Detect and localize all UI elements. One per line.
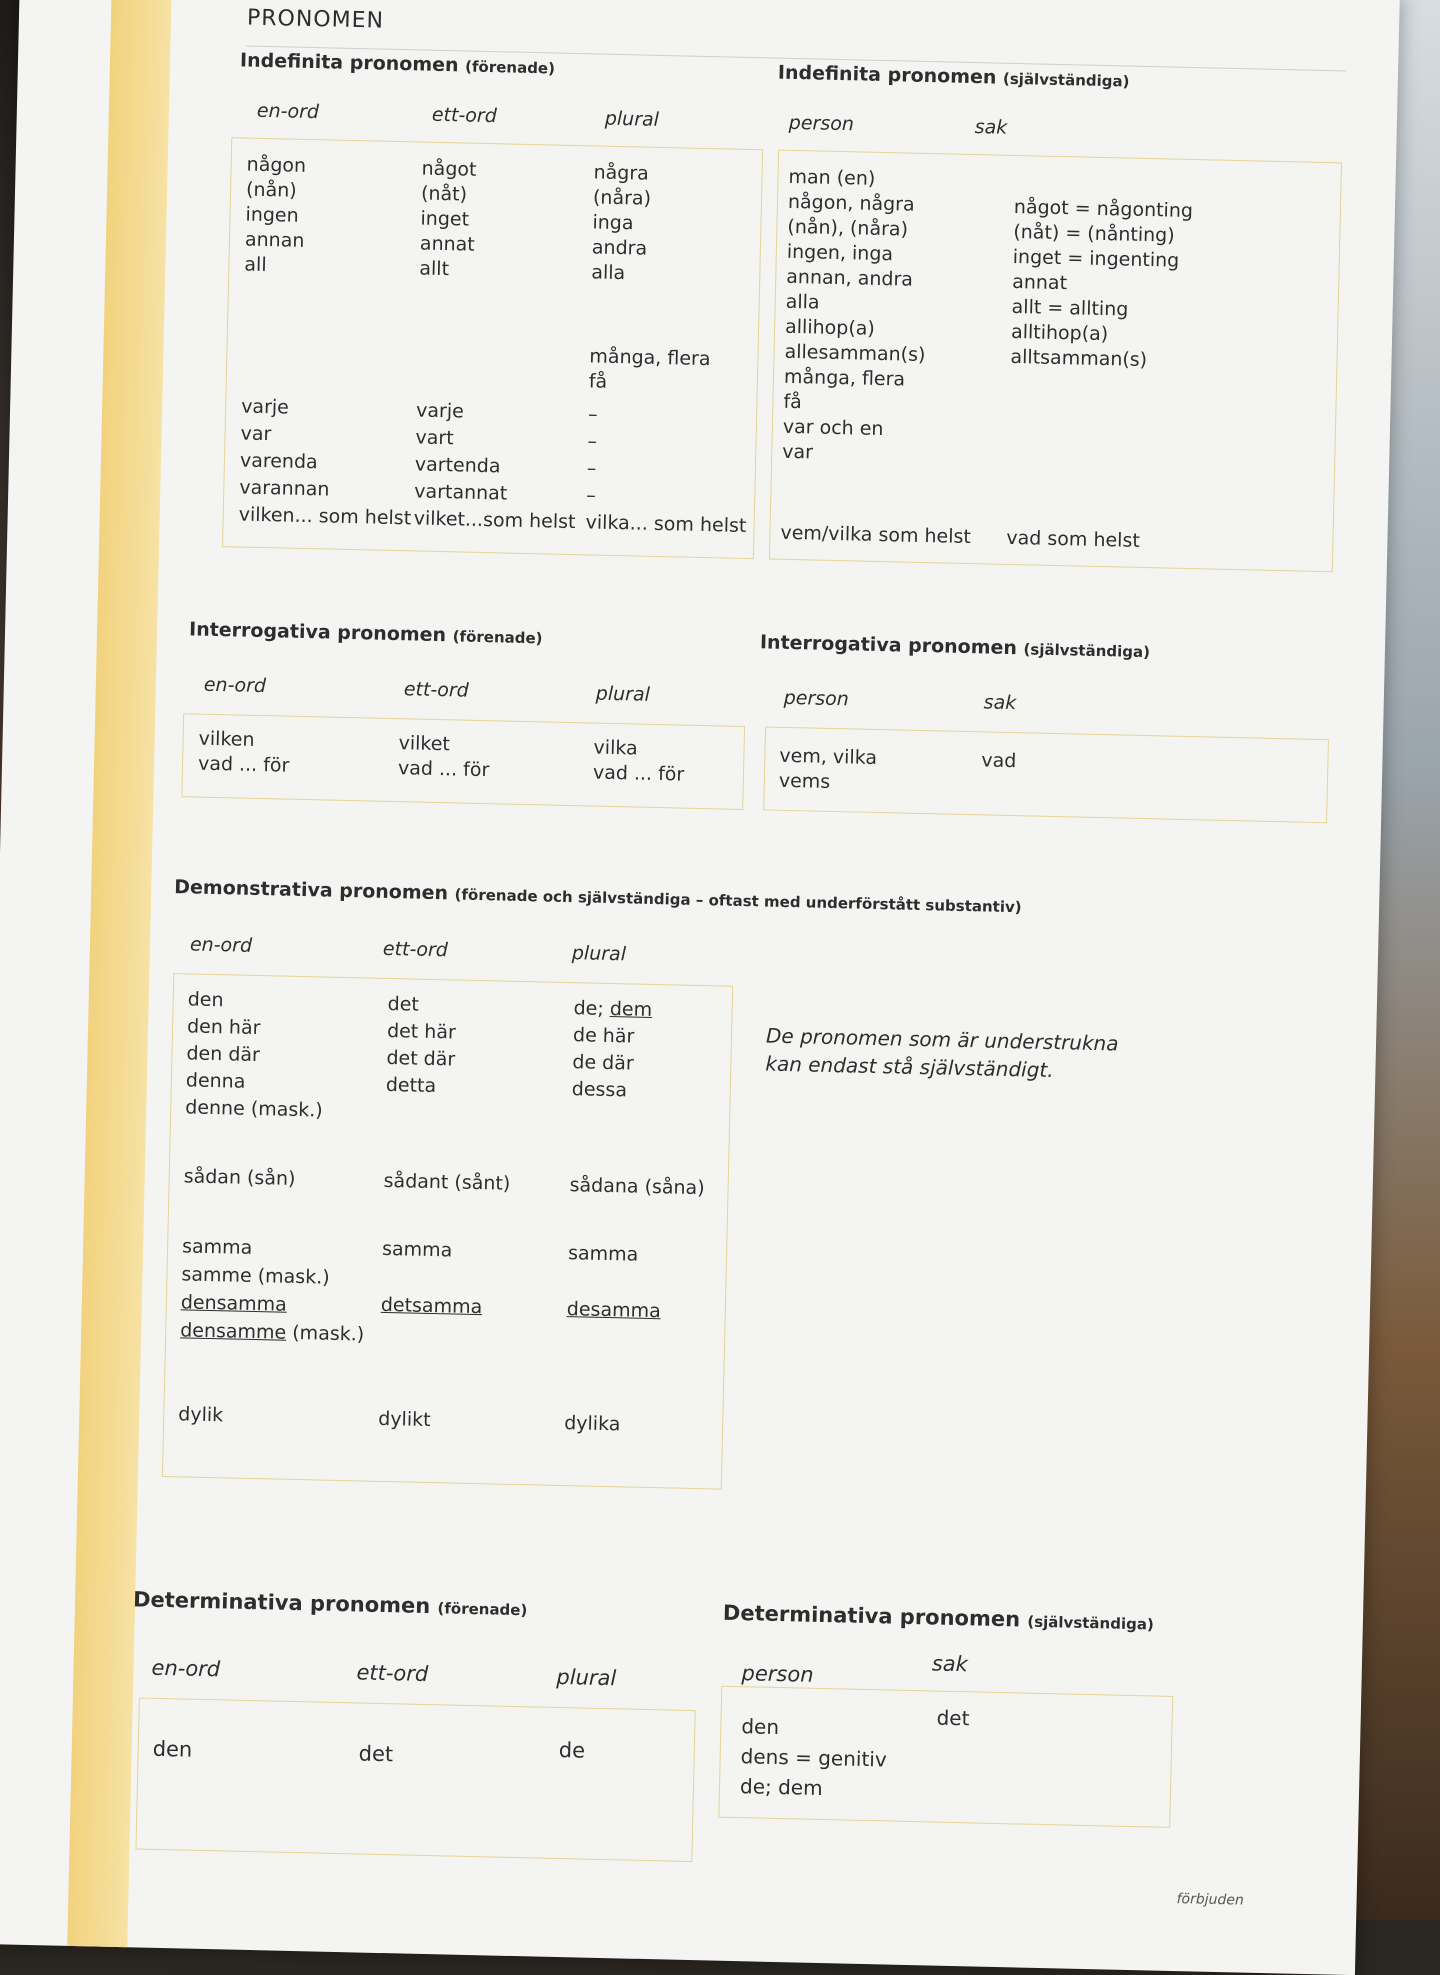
- plural-desamma: desamma: [566, 1298, 661, 1323]
- col-en-ord: en-ord: [256, 99, 320, 124]
- plural-list: vilka vad ... för: [592, 736, 685, 786]
- ett-ord-list: vilket vad ... för: [397, 732, 490, 782]
- col-person: person: [741, 1661, 814, 1687]
- plural-samma: samma: [567, 1242, 639, 1266]
- col-plural: plural: [604, 107, 660, 131]
- interrogativa-sjalvstandiga-heading: Interrogativa pronomen (självständiga): [759, 631, 1151, 662]
- page-title: PRONOMEN: [246, 5, 385, 34]
- en-ord-list: vilken vad ... för: [197, 727, 290, 777]
- determinativa-forenade-box: [135, 1697, 695, 1862]
- determinativa-sjalvstandiga-heading: Determinativa pronomen (självständiga): [722, 1600, 1154, 1634]
- sak-det: det: [936, 1705, 970, 1731]
- person-list: vem, vilka vems: [778, 744, 878, 793]
- sak-vad-som-helst: vad som helst: [1006, 526, 1141, 552]
- person-list: man (en) någon, några (nån), (nåra) ingen, inga annan, andra alla allihop(a) allesamman(s) många, flera få var och en var: [782, 165, 926, 464]
- en-ord-dylik: dylik: [178, 1403, 224, 1427]
- plural-dylika: dylika: [563, 1412, 621, 1436]
- indefinita-sjalvstandiga-box: [769, 150, 1342, 573]
- plural-list-2: – – – – vilka... som helst: [585, 403, 747, 537]
- underline-note: De pronomen som är understrukna kan endast stå självständigt.: [765, 1023, 1119, 1083]
- col-plural: plural: [556, 1664, 617, 1691]
- col-sak: sak: [983, 691, 1017, 715]
- col-sak: sak: [974, 116, 1008, 139]
- determinativa-forenade-heading: Determinativa pronomen (förenade): [132, 1587, 528, 1620]
- ett-ord-list-2: varje vart vartenda vartannat vilket...som helst: [413, 399, 576, 534]
- plural-list: de; dem de här de där dessa: [571, 997, 653, 1102]
- col-ett-ord: ett-ord: [431, 103, 498, 128]
- plural-sadana: sådana (såna): [569, 1174, 705, 1200]
- ett-ord-det: det: [358, 1741, 394, 1767]
- col-ett-ord: ett-ord: [403, 678, 470, 702]
- indefinita-forenade-box: [222, 137, 763, 559]
- en-ord-samma-list: samma samme (mask.) densamma densamme (mask.): [179, 1235, 365, 1346]
- plural-de: de: [558, 1738, 586, 1763]
- person-vem-som-helst: vem/vilka som helst: [780, 521, 972, 549]
- col-plural: plural: [571, 942, 627, 966]
- col-sak: sak: [931, 1651, 969, 1677]
- footer-fragment: förbjuden: [1176, 1891, 1245, 1909]
- en-ord-den: den: [152, 1736, 193, 1762]
- col-en-ord: en-ord: [189, 933, 253, 957]
- ett-ord-dylikt: dylikt: [378, 1407, 431, 1432]
- plural-manga-fa: många, flera få: [588, 345, 711, 393]
- person-list: den dens = genitiv de; dem: [739, 1714, 887, 1801]
- demonstrativa-heading: Demonstrativa pronomen (förenade och självständiga – oftast med underförstått substantiv): [174, 876, 1022, 917]
- ett-ord-list: något (nåt) inget annat allt: [419, 157, 477, 281]
- col-plural: plural: [595, 682, 651, 706]
- en-ord-list-2: varje var varenda varannan vilken... som helst: [238, 395, 412, 530]
- indefinita-sjalvstandiga-heading: Indefinita pronomen (självständiga): [777, 61, 1130, 91]
- interrogativa-forenade-heading: Interrogativa pronomen (förenade): [188, 618, 543, 648]
- ett-ord-list: det det här det där detta: [385, 992, 457, 1098]
- plural-list: några (nåra) inga andra alla: [591, 161, 652, 285]
- determinativa-sjalvstandiga-box: [718, 1686, 1173, 1828]
- interrogativa-forenade-box: [181, 713, 745, 810]
- col-person: person: [788, 111, 855, 136]
- sak-list: vad: [981, 749, 1017, 773]
- ett-ord-sadant: sådant (sånt): [383, 1169, 511, 1195]
- interrogativa-sjalvstandiga-box: [763, 726, 1329, 823]
- col-person: person: [783, 686, 850, 711]
- col-ett-ord: ett-ord: [382, 937, 449, 962]
- en-ord-list: någon (nån) ingen annan all: [244, 153, 307, 277]
- en-ord-sadan: sådan (sån): [183, 1165, 296, 1190]
- sak-list: något = någonting (nåt) = (nånting) inget = ingenting annat allt = allting alltihop(a) alltsamman(s): [1010, 195, 1194, 372]
- col-ett-ord: ett-ord: [356, 1660, 429, 1687]
- ett-ord-detsamma: detsamma: [380, 1293, 483, 1319]
- col-en-ord: en-ord: [203, 673, 267, 698]
- en-ord-list: den den här den där denna denne (mask.): [185, 988, 323, 1122]
- col-en-ord: en-ord: [151, 1655, 221, 1682]
- indefinita-forenade-heading: Indefinita pronomen (förenade): [239, 49, 556, 78]
- demonstrativa-box: [162, 973, 733, 1490]
- ett-ord-samma: samma: [381, 1237, 453, 1262]
